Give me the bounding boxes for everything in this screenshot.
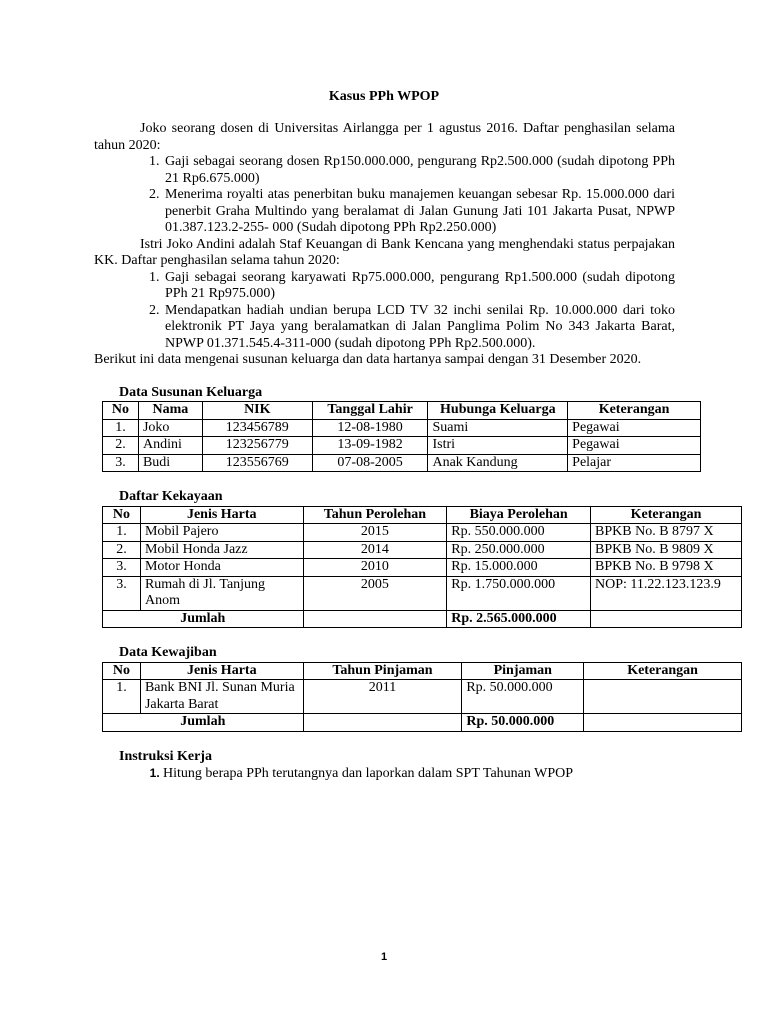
table-cell: Rumah di Jl. Tanjung Anom bbox=[140, 576, 303, 610]
keluarga-table bbox=[102, 401, 701, 472]
table-row bbox=[103, 437, 701, 455]
total-label: Jumlah bbox=[103, 714, 304, 732]
section-title-kekayaan: Daftar Kekayaan bbox=[119, 489, 223, 504]
column-header: Tahun Pinjaman bbox=[303, 662, 462, 680]
list-item: 2. Menerima royalti atas penerbitan buku manajemen keuangan sebesar Rp. 15.000.000 dari penerbit Graha Multindo yang beralamat di Jalan Gunung Jati 101 Jakarta Pusat, NPWP 01.387.123.2-255- 000 (Sudah dipotong PPh Rp2.250.000) bbox=[163, 187, 675, 237]
intro-paragraph: Joko seorang dosen di Universitas Airlangga per 1 agustus 2016. Daftar penghasilan selama tahun 2020: bbox=[94, 121, 675, 153]
table-cell: 2015 bbox=[303, 524, 447, 542]
column-header: Keterangan bbox=[584, 662, 742, 680]
closing-paragraph: Berikut ini data mengenai susunan keluarga dan data hartanya sampai dengan 31 Desember 2020. bbox=[94, 352, 642, 367]
table-cell bbox=[591, 610, 742, 628]
table-cell: 2014 bbox=[303, 541, 447, 559]
table-cell: 3. bbox=[103, 559, 141, 577]
section-title-instruksi: Instruksi Kerja bbox=[119, 748, 212, 764]
table-cell: Pegawai bbox=[568, 419, 701, 437]
list-item: 1. Gaji sebagai seorang karyawati Rp75.000.000, pengurang Rp1.500.000 (sudah dipotong PPh 21 Rp975.000) bbox=[163, 270, 675, 303]
document-body bbox=[94, 121, 721, 783]
kekayaan-table bbox=[102, 506, 742, 629]
table-cell: Mobil Honda Jazz bbox=[140, 541, 303, 559]
instruction-list bbox=[94, 765, 675, 783]
table-cell: Pelajar bbox=[568, 454, 701, 472]
document-title: Kasus PPh WPOP bbox=[328, 89, 440, 104]
page-number: 1 bbox=[380, 951, 388, 963]
total-value: Rp. 2.565.000.000 bbox=[447, 610, 591, 628]
column-header: No bbox=[103, 662, 141, 680]
table-cell: 3. bbox=[103, 454, 139, 472]
table-cell: Rp. 1.750.000.000 bbox=[447, 576, 591, 610]
table-cell bbox=[584, 680, 742, 714]
column-header: Nama bbox=[138, 402, 202, 420]
table-cell: 2010 bbox=[303, 559, 447, 577]
column-header: Jenis Harta bbox=[140, 662, 303, 680]
column-header: Keterangan bbox=[568, 402, 701, 420]
andini-income-list bbox=[94, 270, 675, 353]
table-cell: 1. bbox=[103, 524, 141, 542]
table-row bbox=[103, 576, 742, 610]
table-cell: Bank BNI Jl. Sunan Muria Jakarta Barat bbox=[140, 680, 303, 714]
table-cell: Joko bbox=[138, 419, 202, 437]
table-cell: Rp. 15.000.000 bbox=[447, 559, 591, 577]
table-cell: Motor Honda bbox=[140, 559, 303, 577]
total-value: Rp. 50.000.000 bbox=[462, 714, 584, 732]
column-header: No bbox=[103, 402, 139, 420]
table-cell: 2005 bbox=[303, 576, 447, 610]
table-cell: 13-09-1982 bbox=[312, 437, 428, 455]
table-cell: 2. bbox=[103, 437, 139, 455]
table-cell bbox=[303, 610, 447, 628]
column-header: Tanggal Lahir bbox=[312, 402, 428, 420]
joko-income-list bbox=[94, 154, 675, 237]
table-cell: BPKB No. B 9798 X bbox=[591, 559, 742, 577]
table-cell: Istri bbox=[428, 437, 568, 455]
table-row bbox=[103, 680, 742, 714]
table-header-row bbox=[103, 402, 701, 420]
table-cell: Andini bbox=[138, 437, 202, 455]
table-cell: Mobil Pajero bbox=[140, 524, 303, 542]
table-cell: 1. bbox=[103, 419, 139, 437]
table-cell: Anak Kandung bbox=[428, 454, 568, 472]
column-header: No bbox=[103, 506, 141, 524]
kewajiban-table bbox=[102, 662, 742, 732]
table-cell: 123556769 bbox=[202, 454, 312, 472]
column-header: NIK bbox=[202, 402, 312, 420]
list-item: 1. Hitung berapa PPh terutangnya dan laporkan dalam SPT Tahunan WPOP bbox=[163, 765, 675, 783]
table-cell bbox=[584, 714, 742, 732]
table-cell: Suami bbox=[428, 419, 568, 437]
list-item: 1. Gaji sebagai seorang dosen Rp150.000.000, pengurang Rp2.500.000 (sudah dipotong PPh 21 Rp6.675.000) bbox=[163, 154, 675, 187]
table-row bbox=[103, 524, 742, 542]
table-cell: Rp. 550.000.000 bbox=[447, 524, 591, 542]
table-row bbox=[103, 419, 701, 437]
table-total-row bbox=[103, 714, 742, 732]
table-row bbox=[103, 454, 701, 472]
table-cell: NOP: 11.22.123.123.9 bbox=[591, 576, 742, 610]
istri-paragraph: Istri Joko Andini adalah Staf Keuangan di Bank Kencana yang menghendaki status perpajakan KK. Daftar penghasilan selama tahun 2020: bbox=[94, 236, 675, 268]
column-header: Jenis Harta bbox=[140, 506, 303, 524]
table-cell: 123256779 bbox=[202, 437, 312, 455]
total-label: Jumlah bbox=[103, 610, 304, 628]
column-header: Keterangan bbox=[591, 506, 742, 524]
section-title-keluarga: Data Susunan Keluarga bbox=[119, 384, 263, 400]
table-cell: 2011 bbox=[303, 680, 462, 714]
table-cell: 1. bbox=[103, 680, 141, 714]
table-header-row bbox=[103, 662, 742, 680]
table-cell: Pegawai bbox=[568, 437, 701, 455]
table-cell: 12-08-1980 bbox=[312, 419, 428, 437]
table-cell: Budi bbox=[138, 454, 202, 472]
table-cell: 07-08-2005 bbox=[312, 454, 428, 472]
table-header-row bbox=[103, 506, 742, 524]
table-cell: 123456789 bbox=[202, 419, 312, 437]
column-header: Tahun Perolehan bbox=[303, 506, 447, 524]
table-cell: BPKB No. B 8797 X bbox=[591, 524, 742, 542]
column-header: Hubunga Keluarga bbox=[428, 402, 568, 420]
table-total-row bbox=[103, 610, 742, 628]
column-header: Biaya Perolehan bbox=[447, 506, 591, 524]
table-cell: 2. bbox=[103, 541, 141, 559]
list-item: 2. Mendapatkan hadiah undian berupa LCD TV 32 inchi senilai Rp. 10.000.000 dari toko elektronik PT Jaya yang beralamatkan di Jalan Panglima Polim No 343 Jakarta Barat, NPWP 01.371.545.4-311-000 (sudah dipotong PPh Rp2.500.000). bbox=[163, 303, 675, 353]
table-cell: BPKB No. B 9809 X bbox=[591, 541, 742, 559]
table-row bbox=[103, 541, 742, 559]
column-header: Pinjaman bbox=[462, 662, 584, 680]
table-cell bbox=[303, 714, 462, 732]
table-cell: Rp. 50.000.000 bbox=[462, 680, 584, 714]
table-cell: Rp. 250.000.000 bbox=[447, 541, 591, 559]
table-row bbox=[103, 559, 742, 577]
table-cell: 3. bbox=[103, 576, 141, 610]
section-title-kewajiban: Data Kewajiban bbox=[119, 645, 217, 660]
